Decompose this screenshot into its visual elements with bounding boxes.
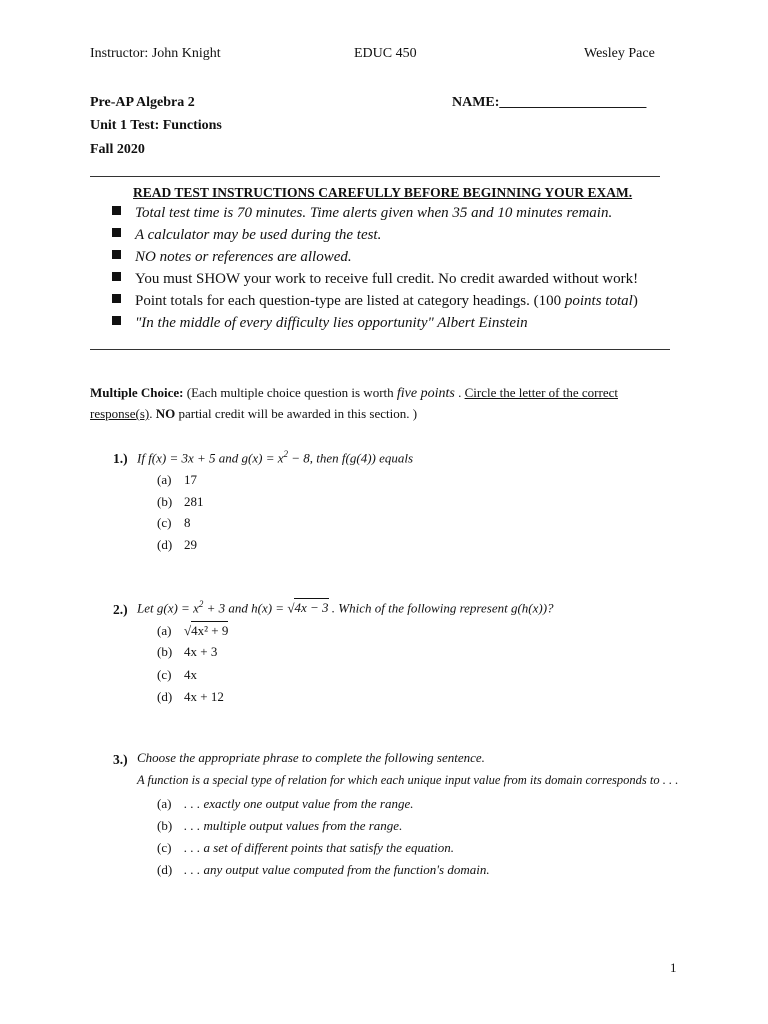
answer-option[interactable]: (c) . . . a set of different points that satisfy the equation. [157, 840, 454, 855]
answer-option[interactable]: (c) 4x [157, 667, 197, 682]
bullet-icon [112, 272, 121, 281]
question-number: 1.) [113, 451, 128, 466]
instruction-item: NO notes or references are allowed. [112, 249, 352, 266]
bullet-icon [112, 316, 121, 325]
question-text: If f(x) = 3x + 5 and $g(x) = x^2 - 8$, then f(g(4)) equals [137, 449, 414, 466]
mc-intro-line2: response(s). NO partial credit will be awarded in this section. ) [90, 406, 418, 421]
bullet-icon [112, 228, 121, 237]
bullet-icon [112, 294, 121, 303]
question-text: Choose the appropriate phrase to complete the following sentence. [137, 750, 485, 765]
answer-option[interactable]: (a) . . . exactly one output value from the range. [157, 796, 414, 811]
instruction-item: You must SHOW your work to receive full credit. No credit awarded without work! [112, 271, 638, 288]
instruction-item: A calculator may be used during the test. [112, 227, 381, 244]
divider-top [90, 176, 660, 177]
name-field: NAME:_____________________ [452, 95, 647, 110]
mc-intro-line1: Multiple Choice: (Each multiple choice question is worth five points . Circle the letter of the correct [90, 385, 618, 401]
sqrt-icon: √ [287, 600, 295, 616]
answer-option[interactable]: (a) √4x² + 9 [157, 623, 229, 638]
term-label: Fall 2020 [90, 142, 145, 157]
course-code: EDUC 450 [354, 46, 417, 61]
answer-option[interactable]: (b) . . . multiple output values from the range. [157, 818, 403, 833]
question-number: 2.) [113, 602, 128, 617]
page-number: 1 [670, 960, 677, 975]
student-name: Wesley Pace [584, 46, 655, 61]
answer-option[interactable]: (c) 8 [157, 515, 191, 530]
instructions-heading: READ TEST INSTRUCTIONS CAREFULLY BEFORE BEGINNING YOUR EXAM. [133, 185, 633, 200]
question-statement: A function is a special type of relation for which each unique input value from its domain corresponds to . . . [137, 773, 679, 787]
answer-option[interactable]: (b) 4x + 3 [157, 644, 218, 659]
bullet-icon [112, 206, 121, 215]
question-text: Let $g(x) = x^2 + 3$ and h(x) = √4x − 3 . Which of the following represent g(h(x))? [137, 599, 554, 616]
instructor-name: Instructor: John Knight [90, 46, 221, 61]
answer-option[interactable]: (a) 17 [157, 472, 197, 487]
instruction-item: Total test time is 70 minutes. Time alerts given when 35 and 10 minutes remain. [112, 205, 612, 222]
divider-bottom [90, 349, 670, 350]
answer-option[interactable]: (d) . . . any output value computed from the function's domain. [157, 862, 490, 877]
sqrt-icon: √ [184, 623, 192, 638]
answer-option[interactable]: (d) 4x + 12 [157, 689, 224, 704]
answer-option[interactable]: (b) 281 [157, 494, 204, 509]
course-title: Pre-AP Algebra 2 [90, 95, 195, 110]
unit-title: Unit 1 Test: Functions [90, 118, 222, 133]
instruction-item: Point totals for each question-type are listed at category headings. (100 points total) [112, 293, 638, 310]
question-number: 3.) [113, 752, 128, 767]
instruction-item: "In the middle of every difficulty lies opportunity" Albert Einstein [112, 315, 528, 332]
answer-option[interactable]: (d) 29 [157, 537, 197, 552]
bullet-icon [112, 250, 121, 259]
